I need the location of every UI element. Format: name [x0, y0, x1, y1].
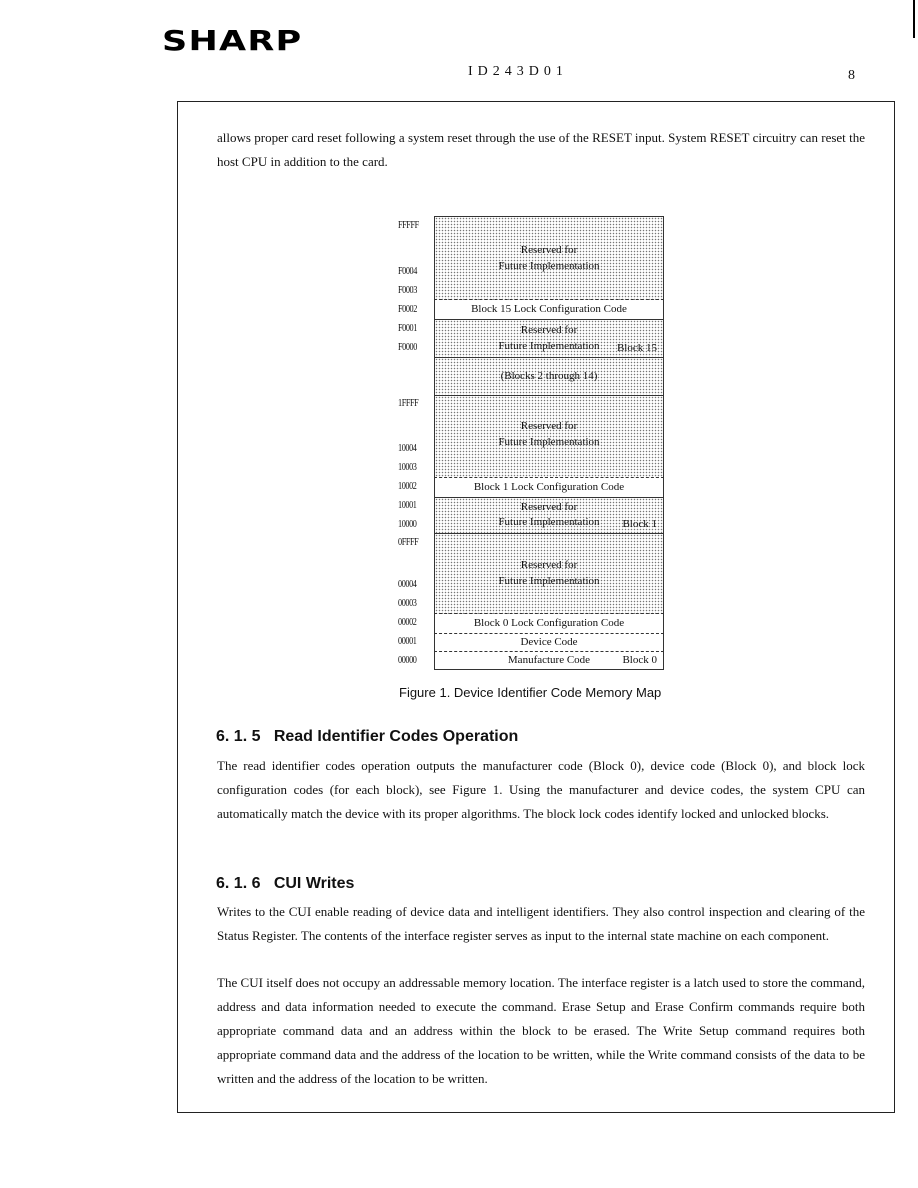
section-6-1-5-heading: 6. 1. 5 Read Identifier Codes Operation	[216, 728, 519, 745]
manufacture-code-row	[434, 652, 664, 670]
reserved-label: Reserved for	[520, 559, 578, 571]
section-6-1-6-heading: 6. 1. 6 CUI Writes	[216, 875, 355, 892]
page-edge-mark	[913, 0, 915, 38]
document-id: ID243D01	[468, 64, 568, 79]
reserved-label: Reserved for	[520, 324, 578, 336]
reserved-region-block0	[434, 534, 664, 614]
block15-lock-code: Block 15 Lock Configuration Code	[434, 300, 664, 320]
future-implementation-label: Future Implementation	[498, 340, 600, 352]
address-label: F0003	[398, 285, 417, 296]
manufacture-code: Manufacture Code	[507, 654, 591, 666]
address-label: F0002	[398, 304, 417, 315]
address-label: F0004	[398, 266, 417, 277]
section-6-1-6-body-1: Writes to the CUI enable reading of device data and intelligent identifiers. They also control inspection and clearing of the Status Register. The contents of the interface register serves as input to the internal state machine on each component.	[217, 904, 865, 943]
address-label: 0FFFF	[398, 537, 419, 548]
future-implementation-label: Future Implementation	[498, 260, 600, 272]
block1-label: Block 1	[622, 518, 657, 530]
address-label: 10003	[398, 462, 417, 473]
reserved-region-block15-top	[434, 216, 664, 300]
address-label: 10001	[398, 500, 417, 511]
sharp-logo: SHARP	[162, 24, 303, 57]
address-label: 00003	[398, 598, 417, 609]
reserved-region-block1-bottom	[434, 498, 664, 534]
memory-map-figure	[398, 216, 666, 670]
blocks-2-through-14: (Blocks 2 through 14)	[434, 358, 664, 396]
address-label: 10000	[398, 519, 417, 530]
reserved-region-block1-top	[434, 396, 664, 478]
block1-lock-code: Block 1 Lock Configuration Code	[434, 478, 664, 498]
future-implementation-label: Future Implementation	[498, 516, 600, 528]
reserved-label: Reserved for	[520, 501, 578, 513]
address-label: 10002	[398, 481, 417, 492]
future-implementation-label: Future Implementation	[498, 575, 600, 587]
block0-label: Block 0	[622, 654, 657, 666]
block15-label: Block 15	[616, 342, 657, 354]
address-label: 1FFFF	[398, 398, 419, 409]
reserved-region-block15-bottom	[434, 320, 664, 358]
page-number: 8	[848, 68, 855, 83]
section-6-1-5-body: The read identifier codes operation outputs the manufacturer code (Block 0), device code (Block 0), and block lock configuration codes (for each block), see Figure 1. Using the manufacturer and device codes, the system CPU can automatically match the device with its proper algorithms. The block lock codes identify locked and unlocked blocks.	[217, 758, 865, 821]
reserved-label: Reserved for	[520, 244, 578, 256]
figure-caption: Figure 1. Device Identifier Code Memory Map	[399, 685, 662, 700]
address-label: F0001	[398, 323, 417, 334]
address-label: F0000	[398, 342, 417, 353]
address-label: 00001	[398, 636, 417, 647]
block0-lock-code: Block 0 Lock Configuration Code	[434, 614, 664, 634]
address-label: 00000	[398, 655, 417, 666]
device-code: Device Code	[434, 634, 664, 652]
address-label: 00002	[398, 617, 417, 628]
reserved-label: Reserved for	[520, 420, 578, 432]
address-label: 10004	[398, 443, 417, 454]
address-label: FFFFF	[398, 220, 419, 231]
address-label: 00004	[398, 579, 417, 590]
intro-paragraph: allows proper card reset following a system reset through the use of the RESET input. System RESET circuitry can reset the host CPU in addition to the card.	[217, 130, 865, 169]
future-implementation-label: Future Implementation	[498, 436, 600, 448]
section-6-1-6-body-2: The CUI itself does not occupy an addressable memory location. The interface register is a latch used to store the command, address and data information needed to execute the command. Erase Setup and Erase Confirm commands require both appropriate command data and an address within the block to be erased. The Write Setup command requires both appropriate command data and the address of the location to be written, while the Write command consists of the data to be written and the address of the location to be written.	[217, 975, 865, 1086]
